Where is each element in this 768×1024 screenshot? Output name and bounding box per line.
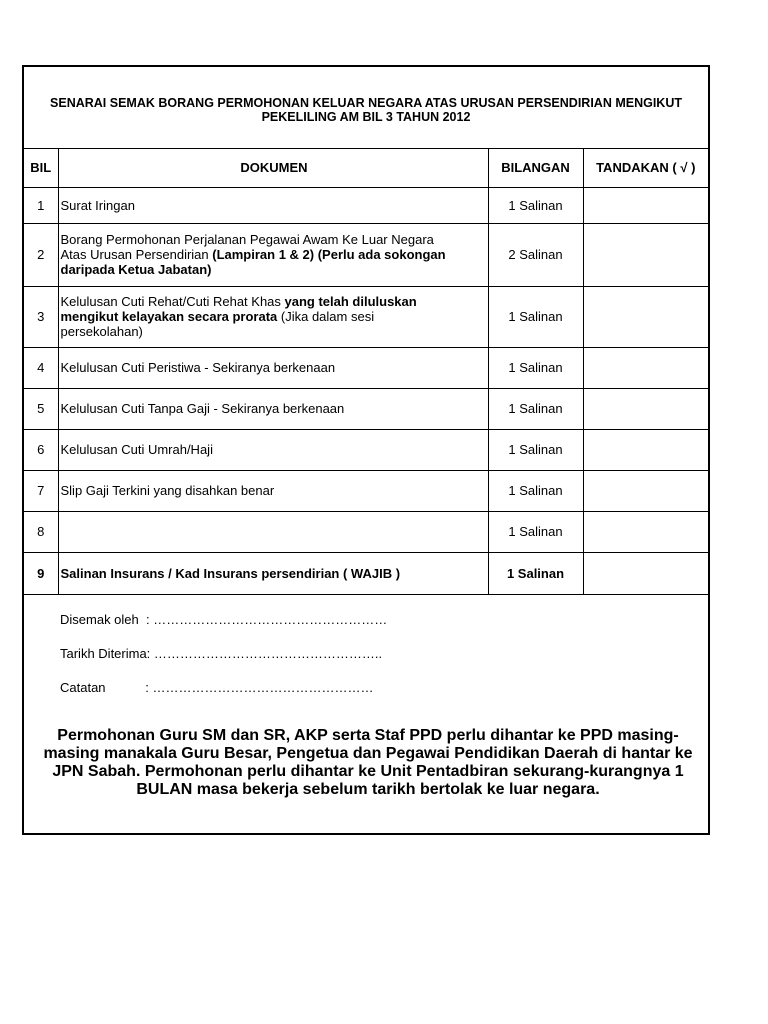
row-document: Slip Gaji Terkini yang disahkan benar — [58, 470, 488, 511]
row-document: Kelulusan Cuti Peristiwa - Sekiranya berkenaan — [58, 347, 488, 388]
row-number: 7 — [24, 470, 58, 511]
table-row — [24, 223, 708, 286]
tick-box[interactable] — [583, 511, 708, 552]
row-document: Salinan Insurans / Kad Insurans persendirian ( WAJIB ) — [58, 552, 488, 594]
tick-box[interactable] — [583, 470, 708, 511]
row-quantity: 1 Salinan — [488, 511, 583, 552]
table-header-row — [24, 149, 708, 187]
tick-box[interactable] — [583, 388, 708, 429]
notice-line-2: masing manakala Guru Besar, Pengetua dan Pegawai Pendidikan Daerah di hantar ke — [43, 745, 693, 762]
row-quantity: 1 Salinan — [488, 429, 583, 470]
tick-box[interactable] — [583, 187, 708, 223]
row-document — [58, 286, 488, 347]
header-bil: BIL — [24, 149, 58, 187]
row-quantity: 1 Salinan — [488, 388, 583, 429]
doc-text: Kelulusan Cuti Rehat/Cuti Rehat Khas — [60, 294, 285, 309]
table-row — [24, 388, 708, 429]
row-number: 3 — [24, 286, 58, 347]
row-number: 8 — [24, 511, 58, 552]
doc-text: Atas Urusan Persendirian — [60, 247, 213, 262]
row-number: 9 — [24, 552, 58, 594]
doc-text-bold: yang telah diluluskan — [284, 294, 417, 309]
document-checklist-table — [24, 149, 708, 595]
notice-line-4: BULAN masa bekerja sebelum tarikh bertolak ke luar negara. — [136, 781, 600, 798]
header-dokumen: DOKUMEN — [58, 149, 488, 187]
doc-text: persekolahan) — [60, 324, 143, 339]
form-title-line-1: SENARAI SEMAK BORANG PERMOHONAN KELUAR NEGARA ATAS URUSAN PERSENDIRIAN MENGIKUT — [50, 95, 682, 110]
doc-text-bold: mengikut kelayakan secara prorata — [60, 309, 278, 324]
row-quantity: 1 Salinan — [488, 347, 583, 388]
table-row — [24, 470, 708, 511]
notice-line-1: Permohonan Guru SM dan SR, AKP serta Staf PPD perlu dihantar ke PPD masing- — [57, 727, 679, 744]
disemak-oleh-line[interactable]: Disemak oleh : ……………………………………………… — [60, 612, 388, 627]
table-row — [24, 511, 708, 552]
table-row — [24, 187, 708, 223]
notice-line-3: JPN Sabah. Permohonan perlu dihantar ke Unit Pentadbiran sekurang-kurangnya 1 — [52, 763, 684, 780]
row-document: Kelulusan Cuti Tanpa Gaji - Sekiranya berkenaan — [58, 388, 488, 429]
tarikh-diterima-line[interactable]: Tarikh Diterima: …………………………………………….. — [60, 646, 383, 661]
row-document: Surat Iringan — [58, 187, 488, 223]
row-document: Kelulusan Cuti Umrah/Haji — [58, 429, 488, 470]
header-tandakan: TANDAKAN ( √ ) — [583, 149, 708, 187]
table-row — [24, 347, 708, 388]
row-quantity: 1 Salinan — [488, 286, 583, 347]
form-title — [24, 67, 708, 149]
row-number: 6 — [24, 429, 58, 470]
row-quantity: 1 Salinan — [488, 187, 583, 223]
doc-text: (Jika dalam sesi — [277, 309, 375, 324]
tick-box[interactable] — [583, 552, 708, 594]
row-document — [58, 223, 488, 286]
catatan-line[interactable]: Catatan : …………………………………………… — [60, 680, 374, 695]
submission-notice — [28, 727, 708, 799]
row-number: 5 — [24, 388, 58, 429]
tick-box[interactable] — [583, 223, 708, 286]
tick-box[interactable] — [583, 286, 708, 347]
row-quantity: 1 Salinan — [488, 552, 583, 594]
row-number: 4 — [24, 347, 58, 388]
table-row — [24, 552, 708, 594]
row-document — [58, 511, 488, 552]
row-quantity: 1 Salinan — [488, 470, 583, 511]
form-title-line-2: PEKELILING AM BIL 3 TAHUN 2012 — [261, 109, 471, 124]
doc-text-bold: (Lampiran 1 & 2) (Perlu ada sokongan — [212, 247, 446, 262]
row-number: 1 — [24, 187, 58, 223]
table-row — [24, 429, 708, 470]
tick-box[interactable] — [583, 347, 708, 388]
header-bilangan: BILANGAN — [488, 149, 583, 187]
tick-box[interactable] — [583, 429, 708, 470]
doc-text-bold: daripada Ketua Jabatan) — [60, 262, 212, 277]
checklist-form — [22, 65, 710, 835]
row-quantity: 2 Salinan — [488, 223, 583, 286]
doc-text: Borang Permohonan Perjalanan Pegawai Awam Ke Luar Negara — [60, 232, 434, 247]
table-row — [24, 286, 708, 347]
row-number: 2 — [24, 223, 58, 286]
